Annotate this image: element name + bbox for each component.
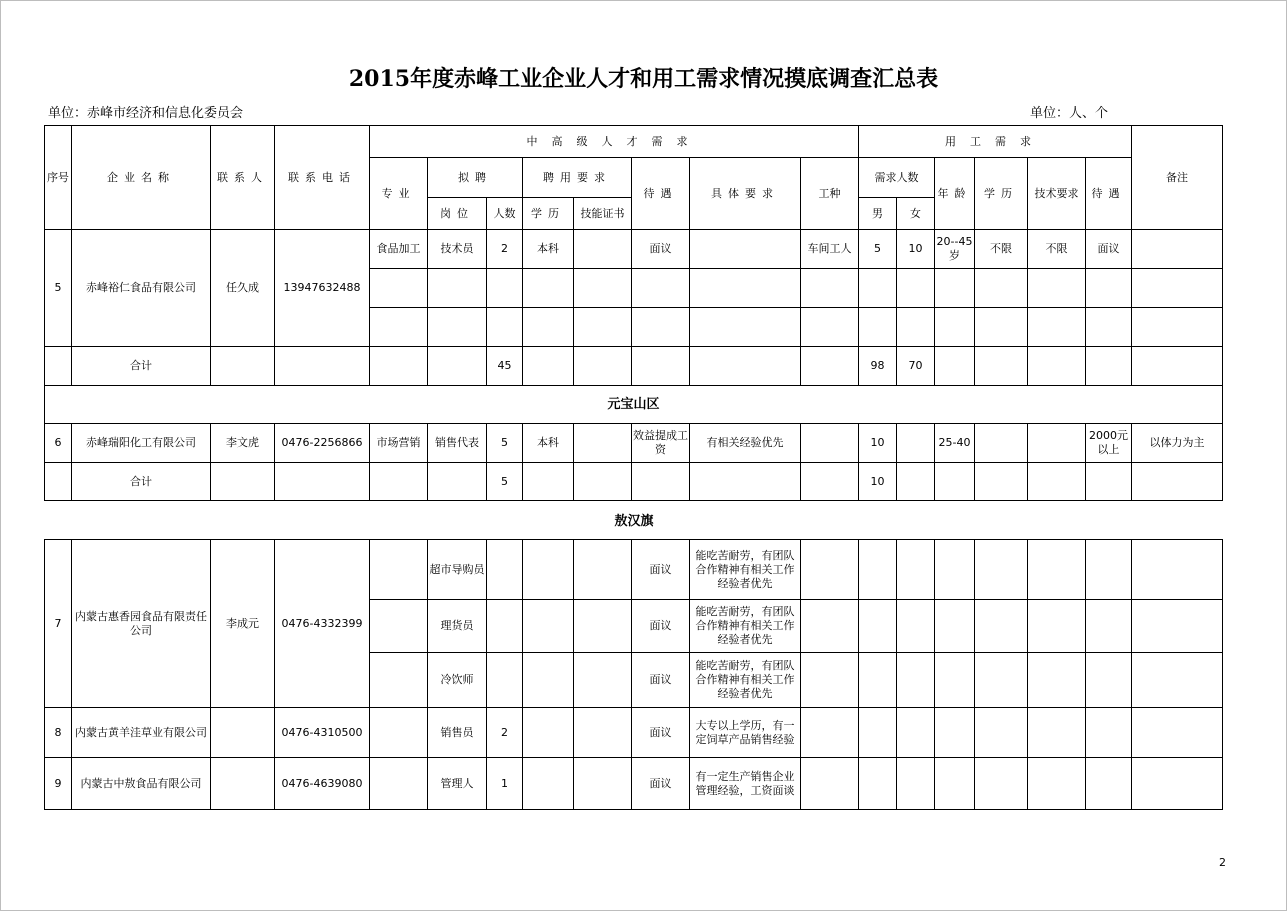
company5-male: 5 <box>859 230 897 269</box>
company5-tech-req: 不限 <box>1028 230 1086 269</box>
company5-work-type: 车间工人 <box>801 230 859 269</box>
company6-name: 赤峰瑞阳化工有限公司 <box>72 424 211 463</box>
company9-treatment: 面议 <box>632 758 690 810</box>
company6-specific: 有相关经验优先 <box>690 424 801 463</box>
company6-major: 市场营销 <box>370 424 428 463</box>
table-row <box>45 708 1223 758</box>
header-specific: 具体要求 <box>690 158 801 230</box>
subtotal-row <box>45 463 1223 501</box>
company6-treatment: 效益提成工资 <box>632 424 690 463</box>
company5-count: 2 <box>487 230 523 269</box>
company5-treatment: 面议 <box>632 230 690 269</box>
header-demand-count: 需求人数 <box>859 158 935 198</box>
company9-position: 管理人 <box>428 758 487 810</box>
section-yuanbaoshan: 元宝山区 <box>45 386 1223 424</box>
company5-labor-treatment: 面议 <box>1086 230 1132 269</box>
company6-phone: 0476-2256866 <box>275 424 370 463</box>
header-labor-group: 用工需求 <box>859 126 1132 158</box>
company8-name: 内蒙古黄羊洼草业有限公司 <box>72 708 211 758</box>
header-phone: 联系电话 <box>275 126 370 230</box>
header-age: 年龄 <box>935 158 975 230</box>
company7-position-1: 超市导购员 <box>428 540 487 600</box>
company7-position-3: 冷饮师 <box>428 653 487 708</box>
summary-table-top <box>44 125 1223 501</box>
company7-seq: 7 <box>45 540 72 708</box>
company6-education: 本科 <box>523 424 574 463</box>
company9-name: 内蒙古中敖食品有限公司 <box>72 758 211 810</box>
company5-female: 10 <box>897 230 935 269</box>
company6-labor-treatment: 2000元以上 <box>1086 424 1132 463</box>
company6-count: 5 <box>487 424 523 463</box>
header-contact: 联系人 <box>211 126 275 230</box>
company6-position: 销售代表 <box>428 424 487 463</box>
company9-count: 1 <box>487 758 523 810</box>
company5-major: 食品加工 <box>370 230 428 269</box>
company7-specific-2: 能吃苦耐劳，有团队合作精神有相关工作经验者优先 <box>690 600 801 653</box>
company7-specific-1: 能吃苦耐劳，有团队合作精神有相关工作经验者优先 <box>690 540 801 600</box>
company9-seq: 9 <box>45 758 72 810</box>
company8-seq: 8 <box>45 708 72 758</box>
header-treatment: 待遇 <box>632 158 690 230</box>
subtotal2-count: 5 <box>487 463 523 501</box>
company5-phone: 13947632488 <box>275 230 370 347</box>
header-education: 学历 <box>523 198 574 230</box>
table-row <box>45 540 1223 600</box>
company7-name: 内蒙古惠香园食品有限责任公司 <box>72 540 211 708</box>
company5-certificate <box>574 230 632 269</box>
company5-specific <box>690 230 801 269</box>
company7-contact: 李成元 <box>211 540 275 708</box>
company7-treatment-1: 面议 <box>632 540 690 600</box>
company6-contact: 李文虎 <box>211 424 275 463</box>
header-remark: 备注 <box>1132 126 1223 230</box>
company8-position: 销售员 <box>428 708 487 758</box>
subtotal1-label: 合计 <box>72 347 211 386</box>
header-seq: 序号 <box>45 126 72 230</box>
company5-position: 技术员 <box>428 230 487 269</box>
company8-specific: 大专以上学历，有一定饲草产品销售经验 <box>690 708 801 758</box>
header-count: 人数 <box>487 198 523 230</box>
page-number: 2 <box>1219 856 1226 869</box>
company5-contact: 任久成 <box>211 230 275 347</box>
company5-seq: 5 <box>45 230 72 347</box>
unit-right-label: 单位：人、个 <box>1030 106 1109 121</box>
header-labor-treatment: 待遇 <box>1086 158 1132 230</box>
company6-seq: 6 <box>45 424 72 463</box>
subtotal2-label: 合计 <box>72 463 211 501</box>
company6-remark: 以体力为主 <box>1132 424 1223 463</box>
company7-position-2: 理货员 <box>428 600 487 653</box>
header-tech-req: 技术要求 <box>1028 158 1086 230</box>
table-row <box>45 424 1223 463</box>
company6-male: 10 <box>859 424 897 463</box>
company5-age: 20--45岁 <box>935 230 975 269</box>
subtotal1-male: 98 <box>859 347 897 386</box>
company5-education: 本科 <box>523 230 574 269</box>
header-labor-education: 学历 <box>975 158 1028 230</box>
header-company: 企业名称 <box>72 126 211 230</box>
summary-table-bottom <box>44 539 1223 810</box>
company7-treatment-3: 面议 <box>632 653 690 708</box>
header-recruit: 拟聘 <box>428 158 523 198</box>
header-work-type: 工种 <box>801 158 859 230</box>
header-talent-group: 中高级人才需求 <box>370 126 859 158</box>
subtotal2-male: 10 <box>859 463 897 501</box>
subtotal1-female: 70 <box>897 347 935 386</box>
company5-remark <box>1132 230 1223 269</box>
company7-phone: 0476-4332399 <box>275 540 370 708</box>
section-row <box>45 386 1223 424</box>
company5-labor-education: 不限 <box>975 230 1028 269</box>
table-row <box>45 758 1223 810</box>
company7-specific-3: 能吃苦耐劳，有团队合作精神有相关工作经验者优先 <box>690 653 801 708</box>
header-position: 岗位 <box>428 198 487 230</box>
company6-age: 25-40 <box>935 424 975 463</box>
header-female: 女 <box>897 198 935 230</box>
page-title: 2015年度赤峰工业企业人才和用工需求情况摸底调查汇总表 <box>348 66 939 92</box>
company9-phone: 0476-4639080 <box>275 758 370 810</box>
header-requirements: 聘用要求 <box>523 158 632 198</box>
company8-treatment: 面议 <box>632 708 690 758</box>
company7-treatment-2: 面议 <box>632 600 690 653</box>
unit-left-label: 单位：赤峰市经济和信息化委员会 <box>48 106 244 121</box>
company5-name: 赤峰裕仁食品有限公司 <box>72 230 211 347</box>
section-aohan: 敖汉旗 <box>614 514 654 529</box>
company8-phone: 0476-4310500 <box>275 708 370 758</box>
subtotal-row <box>45 347 1223 386</box>
company9-specific: 有一定生产销售企业管理经验，工资面谈 <box>690 758 801 810</box>
header-male: 男 <box>859 198 897 230</box>
company8-count: 2 <box>487 708 523 758</box>
table-row <box>45 230 1223 269</box>
header-major: 专业 <box>370 158 428 230</box>
subtotal1-count: 45 <box>487 347 523 386</box>
header-certificate: 技能证书 <box>574 198 632 230</box>
